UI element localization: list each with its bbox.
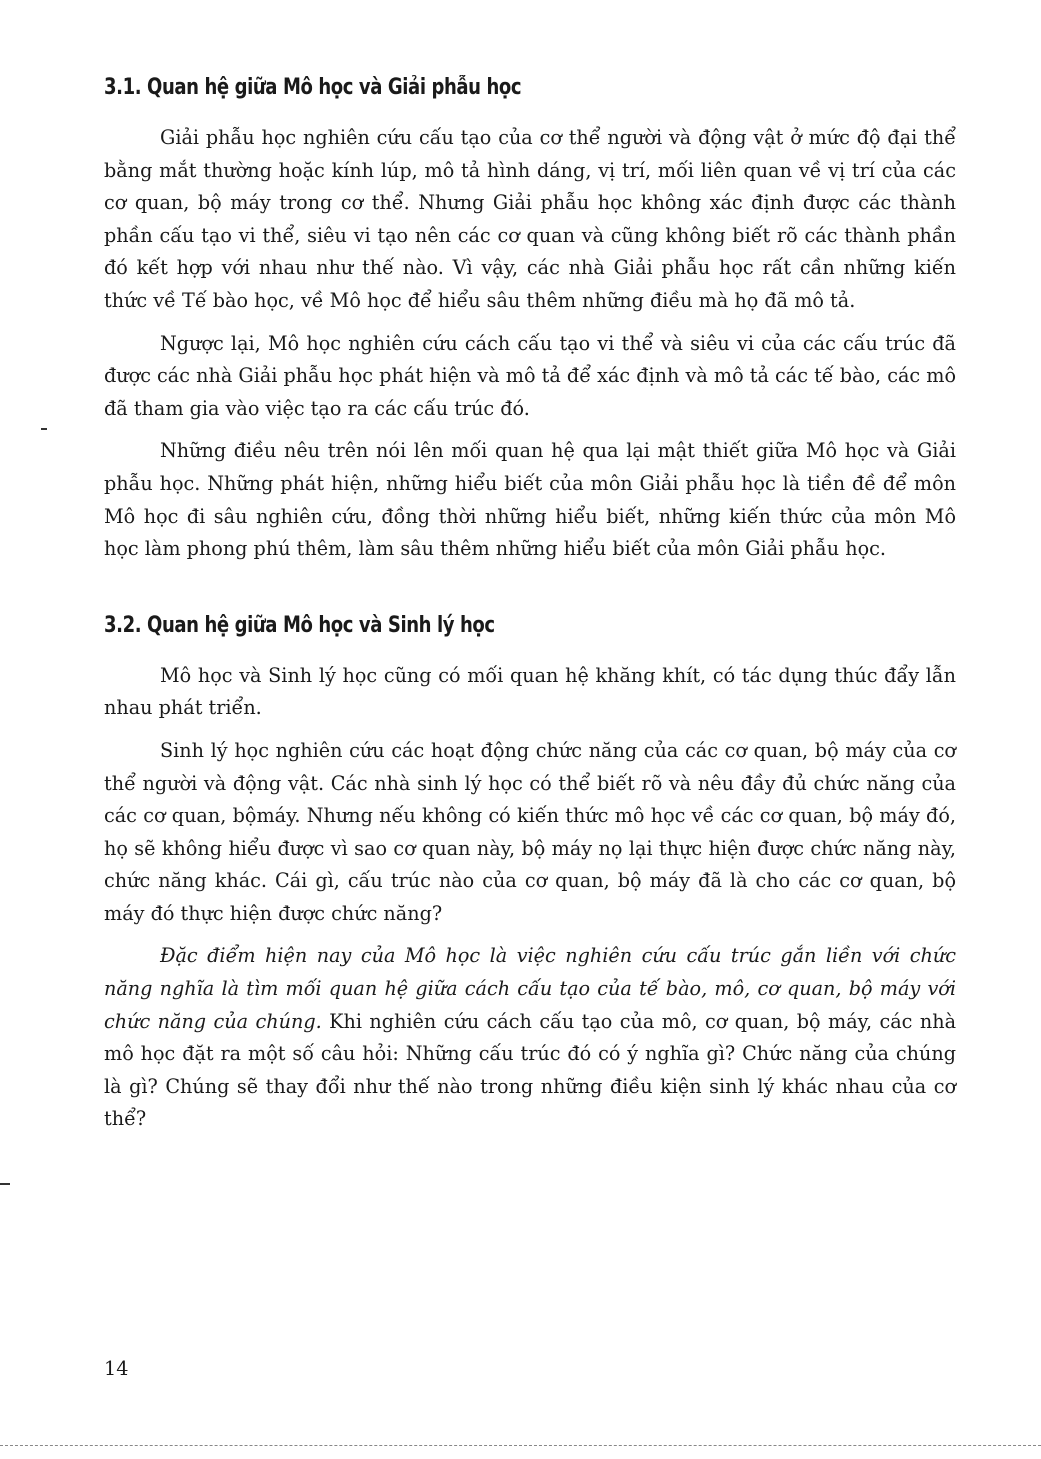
margin-mark-left-upper	[41, 428, 47, 430]
paragraph-3-2-1: Mô học và Sinh lý học cũng có mối quan hệ khăng khít, có tác dụng thúc đẩy lẫn nhau phát triển.	[104, 663, 956, 720]
paragraph-3-2-3	[104, 940, 956, 1136]
paragraph-3-2-3-italic: Đặc điểm hiện nay của Mô học là việc nghiên cứu cấu trúc gắn liền với chức năng nghĩa là tìm mối quan hệ giữa cách cấu tạo của tế bào, mô, cơ quan, bộ máy với chức năng của chúng.	[104, 944, 956, 1033]
paragraph-3-1-3: Những điều nêu trên nói lên mối quan hệ qua lại mật thiết giữa Mô học và Giải phẫu học. Những phát hiện, những hiểu biết của môn Giải phẫu học là tiền đề để môn Mô học đi sâu nghiên cứu, đồng thời những hiểu biết, những kiến thức của môn Mô học làm phong phú thêm, làm sâu thêm những hiểu biết của môn Giải phẫu học.	[104, 439, 956, 561]
page-number: 14	[104, 1357, 129, 1380]
bottom-rule	[0, 1445, 1041, 1446]
paragraph-3-1-1: Giải phẫu học nghiên cứu cấu tạo của cơ thể người và động vật ở mức độ đại thể bằng mắt thường hoặc kính lúp, mô tả hình dáng, vị trí, mối liên quan về vị trí của các cơ quan, bộ máy trong cơ thể. Nhưng Giải phẫu học không xác định được các thành phần cấu tạo vi thể, siêu vi tạo nên các cơ quan và cũng không biết rõ các thành phần đó kết hợp với nhau như thế nào. Vì vậy, các nhà Giải phẫu học rất cần những kiến thức về Tế bào học, về Mô học để hiểu sâu thêm những điều mà họ đã mô tả.	[104, 126, 956, 312]
section-heading-3-1: 3.1. Quan hệ giữa Mô học và Giải phẫu học	[104, 75, 522, 100]
document-page	[104, 70, 956, 1136]
section-heading-3-2: 3.2. Quan hệ giữa Mô học và Sinh lý học	[104, 612, 495, 638]
paragraph-3-2-2: Sinh lý học nghiên cứu các hoạt động chức năng của các cơ quan, bộ máy của cơ thể người và động vật. Các nhà sinh lý học có thể biết rõ và nêu đầy đủ chức năng của các cơ quan, bộmáy. Nhưng nếu không có kiến thức mô học về các cơ quan, bộ máy đó, họ sẽ không hiểu được vì sao cơ quan này, bộ máy nọ lại thực hiện được chức năng này, chức năng khác. Cái gì, cấu trúc nào của cơ quan, bộ máy đã là cho các cơ quan, bộ máy đó thực hiện được chức năng?	[104, 738, 956, 925]
margin-mark-left-lower	[0, 1183, 10, 1185]
paragraph-3-1-2: Ngược lại, Mô học nghiên cứu cách cấu tạo vi thể và siêu vi của các cấu trúc đã được các nhà Giải phẫu học phát hiện và mô tả để xác định và mô tả các tế bào, các mô đã tham gia vào việc tạo ra các cấu trúc đó.	[104, 331, 956, 420]
paragraph-3-2-3-regular: Khi nghiên cứu cách cấu tạo của mô, cơ quan, bộ máy, các nhà mô học đặt ra một số câu hỏi: Những cấu trúc đó có ý nghĩa gì? Chức năng của chúng là gì? Chúng sẽ thay đổi như thế nào trong những điều kiện sinh lý khác nhau của cơ thể?	[104, 1009, 957, 1131]
